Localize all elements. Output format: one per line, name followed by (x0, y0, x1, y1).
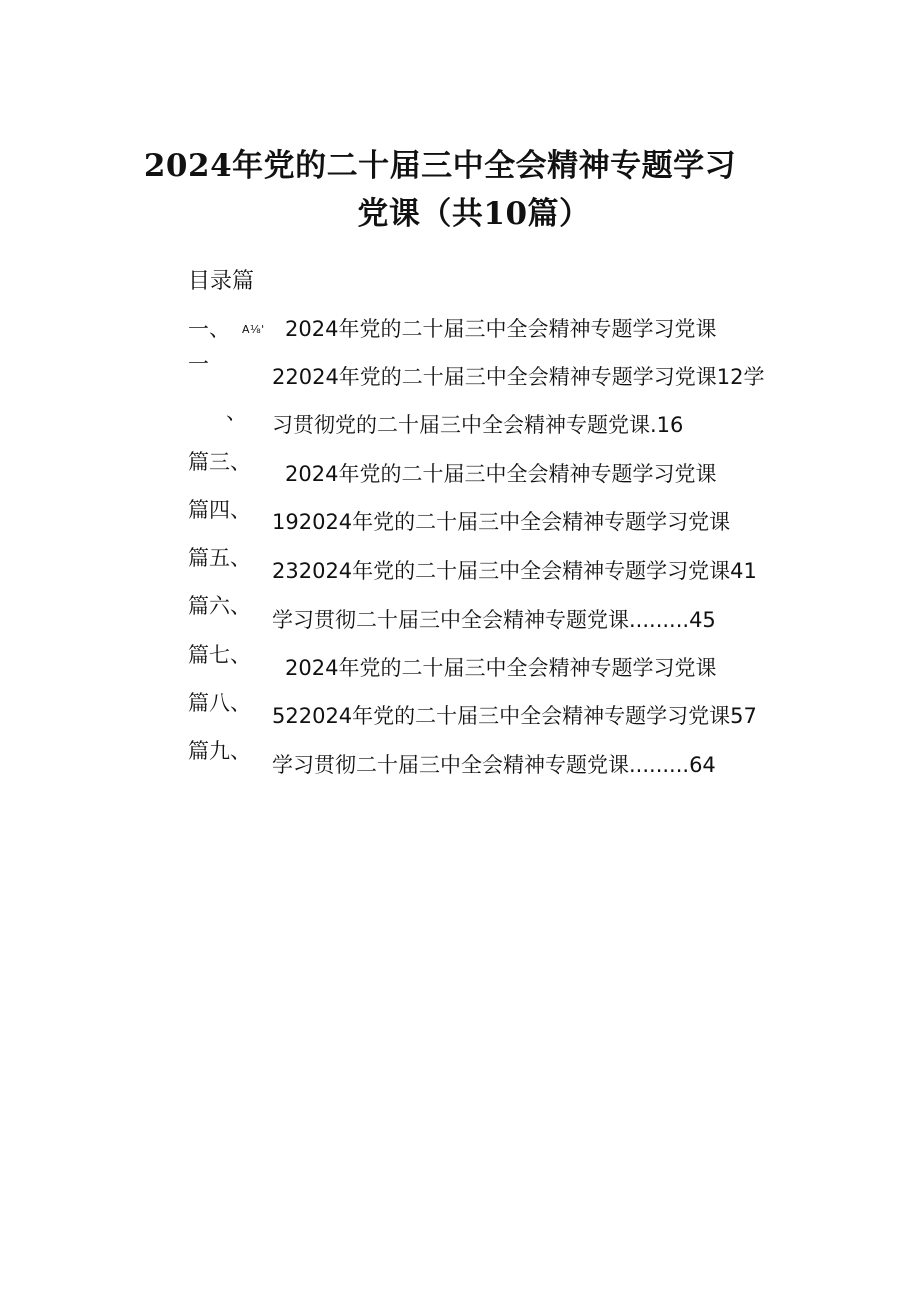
toc-label-4: 篇三、 (188, 450, 251, 474)
toc-label-1 (188, 313, 265, 343)
toc-label-8: 篇七、 (188, 643, 251, 667)
toc-entry-10[interactable]: 学习贯彻二十届三中全会精神专题党课.........64 (272, 753, 716, 777)
toc-entry-3[interactable]: 习贯彻党的二十届三中全会精神专题党课.16 (272, 413, 684, 437)
toc-entry-6[interactable]: 232024年党的二十届三中全会精神专题学习党课41 (272, 559, 757, 583)
toc-entry-2[interactable]: 22024年党的二十届三中全会精神专题学习党课12学 (272, 365, 765, 389)
toc-entry-8[interactable]: 2024年党的二十届三中全会精神专题学习党课 (285, 656, 717, 680)
toc-entry-9[interactable]: 522024年党的二十届三中全会精神专题学习党课57 (272, 704, 757, 728)
toc-label-3: 、 (226, 400, 247, 424)
document-title-line-2: 党课（共10篇） (357, 196, 591, 232)
toc-label-9: 篇八、 (188, 691, 251, 715)
toc-entry-1[interactable]: 2024年党的二十届三中全会精神专题学习党课 (285, 317, 717, 341)
toc-label-7: 篇六、 (188, 594, 251, 618)
toc-entry-5[interactable]: 192024年党的二十届三中全会精神专题学习党课 (272, 510, 731, 534)
toc-heading: 目录篇 (188, 269, 255, 294)
toc-label-1-marker: A⅛' (242, 323, 265, 336)
toc-label-1-text: 一、 (188, 317, 230, 341)
toc-label-2: 一 (188, 352, 209, 376)
toc-label-5: 篇四、 (188, 498, 251, 522)
document-title-line-1: 2024年党的二十届三中全会精神专题学习 (143, 148, 737, 184)
toc-label-6: 篇五、 (188, 546, 251, 570)
toc-entry-7[interactable]: 学习贯彻二十届三中全会精神专题党课.........45 (272, 608, 716, 632)
toc-label-10: 篇九、 (188, 739, 251, 763)
toc-entry-4[interactable]: 2024年党的二十届三中全会精神专题学习党课 (285, 462, 717, 486)
